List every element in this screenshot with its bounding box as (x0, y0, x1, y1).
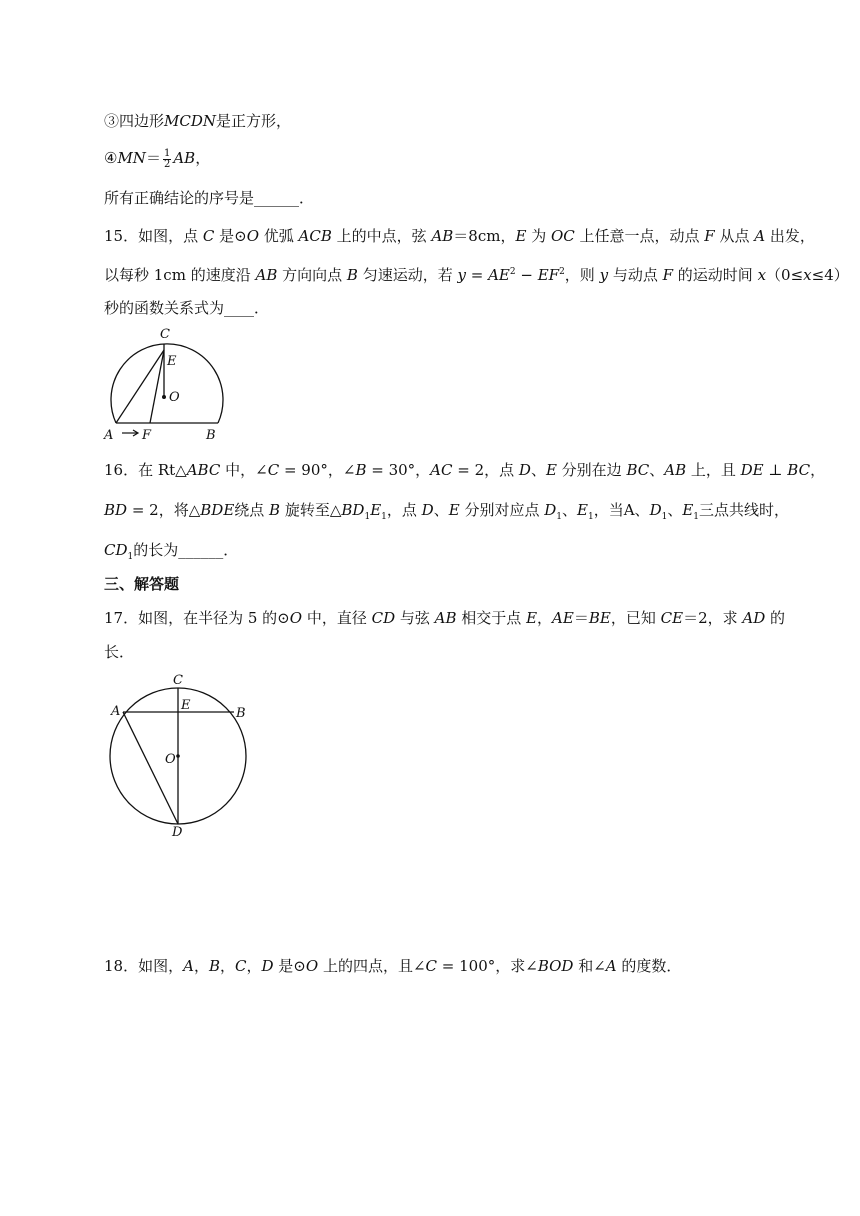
text: ⊥ (763, 461, 788, 479)
text: ④ (104, 149, 118, 167)
var: E (370, 501, 382, 519)
text: A (623, 501, 635, 519)
fig17-center-dot (176, 754, 180, 758)
text: 绕点 (234, 501, 270, 519)
var: O (289, 609, 303, 627)
var: F (662, 266, 674, 284)
text: = 90°，∠ (279, 461, 356, 479)
var: AB (431, 227, 454, 245)
var: BDE (200, 501, 235, 519)
var: OC (550, 227, 575, 245)
var: E (577, 501, 588, 519)
var: A (605, 957, 617, 975)
text: 的度数． (616, 957, 682, 975)
var: MCDN (164, 112, 217, 130)
text: 出发， (765, 227, 815, 245)
text: ， (195, 149, 211, 167)
var: BD (104, 501, 128, 519)
var: ACB (298, 227, 332, 245)
var: B (346, 266, 358, 284)
var: MN (117, 149, 146, 167)
q15-line-3: 秒的函数关系式为____． (104, 299, 270, 317)
text: 与弦 (395, 609, 435, 627)
q16-line-1 (104, 460, 825, 480)
var: BOD (537, 957, 574, 975)
text: = 2，将 (127, 501, 189, 519)
var: C (202, 227, 215, 245)
subscript: 1 (693, 512, 700, 522)
text: 15．如图，点 (104, 227, 203, 245)
text: 上的四点，且∠ (318, 957, 426, 975)
text: ，当 (593, 501, 624, 519)
var: C (425, 957, 438, 975)
var: D (421, 501, 434, 519)
var: AB (255, 266, 278, 284)
fig17-label-o: O (165, 752, 176, 767)
var: C (235, 957, 247, 975)
var: y (457, 266, 466, 284)
text: = (465, 266, 489, 284)
var: E (448, 501, 460, 519)
q18-line-1 (104, 956, 681, 976)
superscript: 2 (509, 267, 516, 277)
text: 分别对应点 (459, 501, 545, 519)
var: E (515, 227, 527, 245)
text: 分别在边 (556, 461, 627, 479)
text: 中，直径 (302, 609, 372, 627)
fig17-label-d: D (172, 825, 183, 840)
fraction (163, 149, 171, 170)
subscript: 1 (127, 552, 134, 562)
q17-line-1 (104, 608, 785, 628)
text: ， (246, 957, 262, 975)
fig15-label-o: O (169, 390, 180, 405)
text: 是正方形， (216, 112, 292, 130)
var: F (704, 227, 715, 245)
text: 中，∠ (220, 461, 268, 479)
figure-15 (100, 322, 230, 444)
text: ＝ (573, 609, 589, 627)
var: x (803, 266, 812, 284)
var: B (269, 501, 281, 519)
var: O (246, 227, 259, 245)
text: 以每秒 1cm 的速度沿 (104, 266, 256, 284)
q16-line-2 (104, 500, 789, 527)
var: CD (104, 541, 128, 559)
text: 为 (526, 227, 551, 245)
subscript: 1 (556, 512, 562, 522)
subscript: 1 (661, 512, 668, 522)
text: 的 (765, 609, 786, 627)
var: O (305, 957, 319, 975)
text: 优弧 (259, 227, 299, 245)
q16-line-3 (104, 540, 238, 567)
statement-3 (104, 111, 291, 131)
fig17-label-a: A (111, 704, 121, 719)
fig15-label-a: A (104, 428, 114, 443)
var: AB (664, 461, 687, 479)
var: B (208, 957, 220, 975)
fig15-label-c: C (160, 327, 170, 342)
text: 匀速运动，若 (357, 266, 458, 284)
text: = 2，点 (452, 461, 519, 479)
figure-17 (100, 668, 260, 840)
text: 和∠ (573, 957, 606, 975)
fig17-label-b: B (236, 706, 246, 721)
var: x (757, 266, 767, 284)
text: ＝8cm， (453, 227, 516, 245)
var: D (518, 461, 531, 479)
text: ， (537, 609, 553, 627)
text: 三点共线时， (699, 501, 790, 519)
text: 、 (649, 461, 665, 479)
fig17-label-c: C (173, 673, 183, 688)
var: D (649, 501, 662, 519)
var: BE (588, 609, 611, 627)
var: AD (742, 609, 766, 627)
subscript: 1 (364, 512, 371, 522)
text: 相交于点 (456, 609, 527, 627)
text: ， (219, 957, 235, 975)
text: ＝ (145, 149, 161, 167)
fig15-label-b: B (206, 428, 216, 443)
var: AC (430, 461, 453, 479)
text: 、 (667, 501, 683, 519)
text: 16．在 Rt△ (104, 461, 187, 479)
q17-line-2: 长． (104, 643, 135, 661)
q15-line-1 (104, 226, 815, 246)
text: ，则 (564, 266, 600, 284)
var: A (754, 227, 766, 245)
text: = 30°， (366, 461, 431, 479)
text: 、 (433, 501, 449, 519)
text: （0≤ (766, 266, 804, 284)
text: ≤4） (811, 266, 849, 284)
text: △ (329, 501, 342, 519)
var: E (545, 461, 557, 479)
fig15-center-dot (162, 395, 166, 399)
fraction-denominator: 2 (163, 158, 171, 170)
text: ＝2，求 (683, 609, 743, 627)
var: BC (787, 461, 811, 479)
text: 、 (634, 501, 650, 519)
fig17-label-e: E (181, 698, 191, 713)
fig17-segment-ad (123, 712, 178, 824)
text: = 100°，求∠ (437, 957, 538, 975)
var: CD (371, 609, 396, 627)
fraction-numerator: 1 (163, 147, 171, 159)
text: ，点 (386, 501, 422, 519)
statement-4 (104, 148, 210, 170)
question-prompt: 所有正确结论的序号是______． (104, 189, 315, 207)
text: 上，且 (686, 461, 741, 479)
text: 上任意一点，动点 (574, 227, 705, 245)
superscript: 2 (559, 267, 565, 277)
var: B (355, 461, 367, 479)
var: E (682, 501, 694, 519)
text: 的运动时间 (673, 266, 758, 284)
var: y (599, 266, 609, 284)
text: − (515, 266, 538, 284)
var: EF (537, 266, 560, 284)
text: 从点 (714, 227, 755, 245)
var: D (261, 957, 274, 975)
text: ， (810, 461, 826, 479)
var: BD (341, 501, 365, 519)
var: ABC (186, 461, 221, 479)
text: 是⊙ (214, 227, 247, 245)
var: C (267, 461, 280, 479)
var: AE (488, 266, 510, 284)
text: 、 (530, 461, 546, 479)
var: A (183, 957, 194, 975)
fig15-label-f: F (142, 428, 152, 443)
var: E (526, 609, 538, 627)
text: 18．如图， (104, 957, 184, 975)
text: 是⊙ (273, 957, 306, 975)
text: 方向向点 (277, 266, 347, 284)
text: 与动点 (608, 266, 663, 284)
text: 旋转至 (280, 501, 330, 519)
text: ，已知 (610, 609, 661, 627)
var: AB (434, 609, 457, 627)
text: 的长为______． (133, 541, 239, 559)
var: AB (173, 149, 196, 167)
text: 、 (561, 501, 577, 519)
var: BC (626, 461, 650, 479)
text: ③四边形 (104, 112, 165, 130)
var: CE (660, 609, 684, 627)
text: ， (193, 957, 209, 975)
var: AE (552, 609, 574, 627)
fig15-label-e: E (167, 354, 177, 369)
subscript: 1 (587, 512, 594, 522)
text: △ (188, 501, 201, 519)
subscript: 1 (381, 512, 387, 522)
q15-line-2 (104, 262, 849, 285)
var: D (544, 501, 557, 519)
var: DE (740, 461, 764, 479)
text: 17．如图，在半径为 5 的⊙ (104, 609, 290, 627)
text: 上的中点，弦 (331, 227, 432, 245)
section-heading: 三、解答题 (104, 575, 180, 593)
